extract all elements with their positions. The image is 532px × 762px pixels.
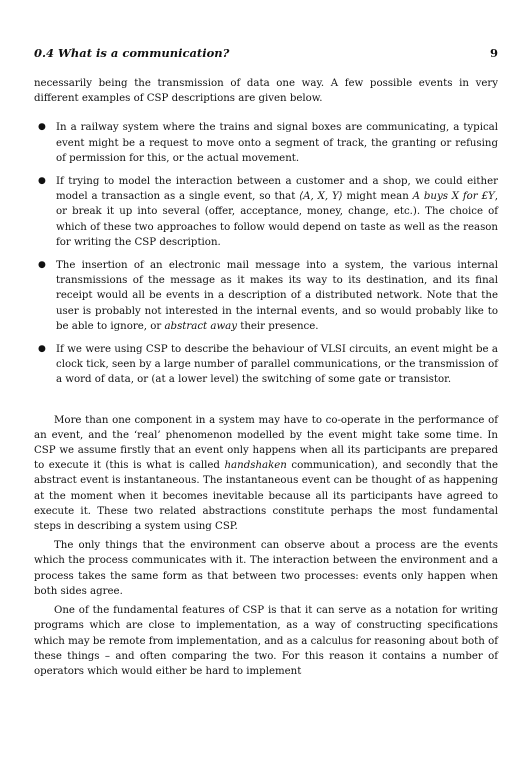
bullet-icon: ●	[38, 260, 46, 271]
body-text	[34, 76, 498, 679]
emphasis: handshaken	[224, 460, 287, 472]
bullet-icon: ●	[38, 176, 46, 187]
bullet-icon: ●	[38, 122, 46, 133]
bullet-icon: ●	[38, 344, 46, 355]
list-item-text: , or break it up into several (offer, acceptance, money, change, etc.). The choice of which of these two approaches to follow would depend on taste as well as the reason for writing the CSP description.	[56, 191, 498, 248]
example-list	[34, 120, 498, 387]
math-phrase: A buys X for £Y	[412, 191, 495, 203]
opening-paragraph: necessarily being the transmission of data one way. A few possible events in very different examples of CSP descriptions are given below.	[34, 78, 498, 105]
section-title: 0.4 What is a communication?	[34, 46, 230, 60]
paragraph-text: communication), and secondly that the abstract event is instantaneous. The instantaneous event can be thought of as happening at the moment when it becomes inevitable because all its participants have agreed to execute it. These two related abstractions constitute perhaps the most fundamental steps in describing a system using CSP.	[34, 460, 498, 533]
page-number: 9	[489, 46, 498, 60]
running-head	[34, 46, 498, 60]
list-item	[34, 342, 498, 388]
list-item	[34, 120, 498, 166]
list-item	[34, 174, 498, 250]
list-item-text: might mean	[342, 191, 413, 203]
list-item-text: If we were using CSP to describe the behaviour of VLSI circuits, an event might be a clock tick, seen by a large number of parallel communications, or the transmission of a word of data, or (at a lower level) the switching of some gate or transistor.	[56, 344, 498, 386]
paragraph-environment: The only things that the environment can observe about a process are the events which the process communicates with it. The interaction between the environment and a process takes the same form as that between two processes: events only happen when both sides agree.	[34, 540, 498, 597]
paragraph-gap	[34, 402, 498, 413]
paragraph-events	[34, 413, 498, 535]
list-item-text: In a railway system where the trains and signal boxes are communicating, a typical event might be a request to move onto a segment of track, the granting or refusing of permission for this, or the actual movement.	[56, 122, 498, 164]
list-item	[34, 258, 498, 334]
paragraph-features: One of the fundamental features of CSP is that it can serve as a notation for writing programs which are close to implementation, as a way of constructing specifications which may be remote from implementation, and as a calculus for reasoning about both of these things – and often comparing the two. For this reason it contains a number of operators which would either be hard to implement	[34, 605, 498, 677]
math-tuple: ⟨A, X, Y⟩	[299, 191, 343, 203]
list-item-text: If trying to model the interaction between a customer and a shop, we could either model a transaction as a single event, so that	[56, 176, 498, 203]
paragraph-text: More than one component in a system may have to co-operate in the performance of an event, and the ‘real’ phenomenon modelled by the event might take some time. In CSP we assume firstly that an event only happens when all its participants are prepared to execute it (this is what is called	[34, 414, 498, 472]
list-item-text: their presence.	[237, 320, 319, 332]
emphasis: abstract away	[164, 320, 237, 332]
list-item-text: The insertion of an electronic mail message into a system, the various internal transmissions of the message as it makes its way to its destination, and its final receipt would all be events in a description of a distributed network. Note that the user is probably not interested in the internal events, and so would probably like to be able to ignore, or	[56, 260, 498, 332]
